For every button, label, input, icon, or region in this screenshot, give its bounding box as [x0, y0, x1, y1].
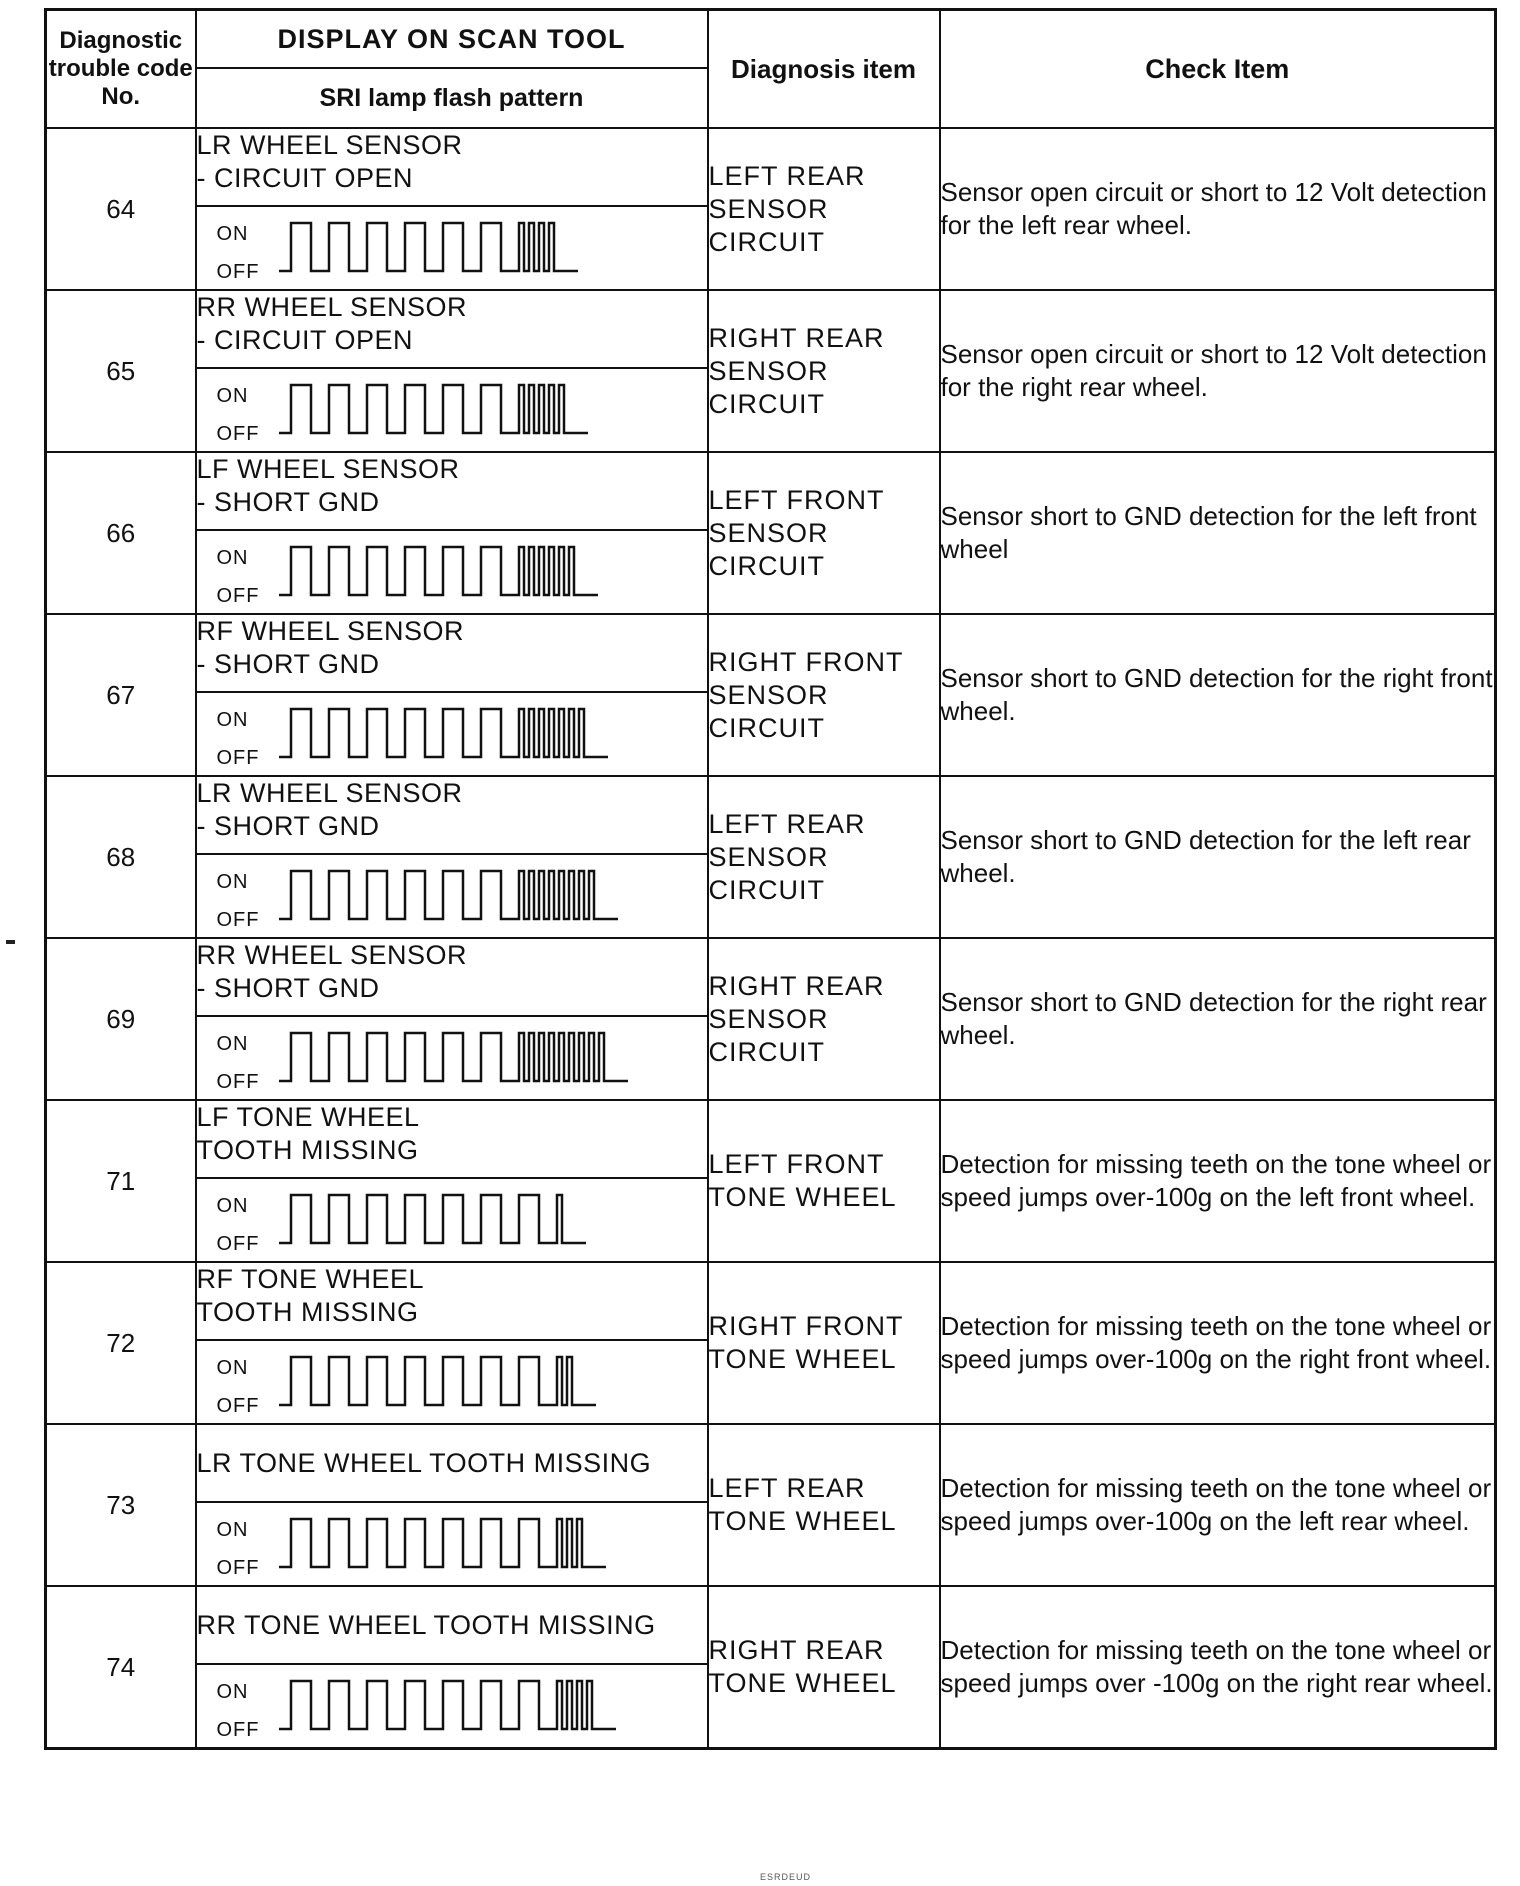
flash-waveform-line [279, 385, 588, 433]
flash-pattern [196, 1664, 708, 1749]
flash-waveform-line [279, 1519, 606, 1567]
dtc-code: 64 [46, 128, 196, 290]
flash-waveform [279, 1027, 699, 1089]
check-item: Detection for missing teeth on the tone wheel or speed jumps over-100g on the right front wheel. [940, 1262, 1496, 1424]
off-label: OFF [216, 1719, 260, 1741]
flash-pattern [196, 1178, 708, 1262]
display-text: LR WHEEL SENSOR - CIRCUIT OPEN [196, 128, 708, 206]
diagnosis-item: RIGHT FRONT SENSOR CIRCUIT [708, 614, 940, 776]
dtc-code: 71 [46, 1100, 196, 1262]
flash-waveform-line [279, 709, 608, 757]
dtc-code: 65 [46, 290, 196, 452]
on-label: ON [216, 1519, 249, 1541]
diagnosis-item: RIGHT REAR TONE WHEEL [708, 1586, 940, 1749]
flash-waveform [279, 703, 699, 765]
off-label: OFF [216, 1071, 260, 1093]
on-label: ON [216, 1357, 249, 1379]
dtc-code: 73 [46, 1424, 196, 1586]
display-text: LR TONE WHEEL TOOTH MISSING [196, 1424, 708, 1502]
flash-waveform-line [279, 1681, 616, 1729]
flash-pattern [196, 1502, 708, 1586]
table-row [46, 776, 1496, 854]
table-row [46, 1100, 1496, 1178]
on-label: ON [216, 709, 249, 731]
off-label: OFF [216, 585, 260, 607]
on-label: ON [216, 547, 249, 569]
display-text: RR WHEEL SENSOR - SHORT GND [196, 938, 708, 1016]
check-item: Sensor open circuit or short to 12 Volt detection for the right rear wheel. [940, 290, 1496, 452]
footer-code: ESRDEUD [760, 1872, 812, 1882]
flash-pattern [196, 206, 708, 290]
flash-pattern [196, 1016, 708, 1100]
diagnosis-item: RIGHT REAR SENSOR CIRCUIT [708, 938, 940, 1100]
off-label: OFF [216, 1233, 260, 1255]
table-row [46, 1262, 1496, 1340]
dtc-code: 67 [46, 614, 196, 776]
table-row [46, 1586, 1496, 1664]
table-body [46, 128, 1496, 1749]
table-row [46, 452, 1496, 530]
flash-waveform-line [279, 547, 598, 595]
off-label: OFF [216, 423, 260, 445]
table-row [46, 128, 1496, 206]
flash-waveform [279, 1513, 699, 1575]
flash-pattern [196, 692, 708, 776]
dtc-code: 68 [46, 776, 196, 938]
off-label: OFF [216, 1395, 260, 1417]
display-text: LR WHEEL SENSOR - SHORT GND [196, 776, 708, 854]
flash-waveform [279, 1675, 699, 1737]
table-row [46, 938, 1496, 1016]
flash-waveform-line [279, 871, 618, 919]
on-label: ON [216, 1033, 249, 1055]
check-item: Sensor short to GND detection for the right rear wheel. [940, 938, 1496, 1100]
header-code: Diagnostic trouble code No. [46, 10, 196, 129]
table-row [46, 614, 1496, 692]
display-text: LF TONE WHEEL TOOTH MISSING [196, 1100, 708, 1178]
off-label: OFF [216, 747, 260, 769]
flash-waveform [279, 865, 699, 927]
off-label: OFF [216, 909, 260, 931]
flash-pattern [196, 1340, 708, 1424]
diagnosis-item: LEFT FRONT SENSOR CIRCUIT [708, 452, 940, 614]
check-item: Detection for missing teeth on the tone wheel or speed jumps over-100g on the left rear wheel. [940, 1424, 1496, 1586]
flash-waveform-line [279, 1033, 628, 1081]
on-label: ON [216, 385, 249, 407]
dtc-code: 74 [46, 1586, 196, 1749]
flash-waveform-line [279, 1357, 596, 1405]
display-text: RR TONE WHEEL TOOTH MISSING [196, 1586, 708, 1664]
flash-waveform-line [279, 223, 578, 271]
diagnosis-item: LEFT REAR SENSOR CIRCUIT [708, 128, 940, 290]
flash-waveform [279, 1351, 699, 1413]
check-item: Detection for missing teeth on the tone wheel or speed jumps over-100g on the left front wheel. [940, 1100, 1496, 1262]
check-item: Sensor open circuit or short to 12 Volt detection for the left rear wheel. [940, 128, 1496, 290]
flash-pattern [196, 854, 708, 938]
flash-pattern [196, 530, 708, 614]
header-check-item: Check Item [940, 10, 1496, 129]
flash-waveform [279, 541, 699, 603]
table-row [46, 1424, 1496, 1502]
check-item: Detection for missing teeth on the tone wheel or speed jumps over -100g on the right rear wheel. [940, 1586, 1496, 1749]
check-item: Sensor short to GND detection for the left front wheel [940, 452, 1496, 614]
flash-waveform [279, 379, 699, 441]
off-label: OFF [216, 261, 260, 283]
off-label: OFF [216, 1557, 260, 1579]
display-text: RR WHEEL SENSOR - CIRCUIT OPEN [196, 290, 708, 368]
diagnosis-item: LEFT REAR TONE WHEEL [708, 1424, 940, 1586]
dtc-code: 69 [46, 938, 196, 1100]
display-text: RF WHEEL SENSOR - SHORT GND [196, 614, 708, 692]
diagnosis-item: RIGHT REAR SENSOR CIRCUIT [708, 290, 940, 452]
check-item: Sensor short to GND detection for the right front wheel. [940, 614, 1496, 776]
on-label: ON [216, 1681, 249, 1703]
table-row [46, 290, 1496, 368]
diagnosis-item: LEFT REAR SENSOR CIRCUIT [708, 776, 940, 938]
dtc-code: 72 [46, 1262, 196, 1424]
on-label: ON [216, 1195, 249, 1217]
on-label: ON [216, 223, 249, 245]
dtc-code: 66 [46, 452, 196, 614]
dtc-table [44, 8, 1497, 1750]
flash-waveform-line [279, 1195, 586, 1243]
on-label: ON [216, 871, 249, 893]
diagnosis-item: LEFT FRONT TONE WHEEL [708, 1100, 940, 1262]
display-text: LF WHEEL SENSOR - SHORT GND [196, 452, 708, 530]
table-header [46, 10, 1496, 129]
flash-waveform [279, 217, 699, 279]
diagnosis-item: RIGHT FRONT TONE WHEEL [708, 1262, 940, 1424]
check-item: Sensor short to GND detection for the left rear wheel. [940, 776, 1496, 938]
header-sri-flash-pattern: SRI lamp flash pattern [196, 68, 708, 128]
flash-pattern [196, 368, 708, 452]
margin-mark [6, 940, 15, 944]
header-display-on-scan-tool: DISPLAY ON SCAN TOOL [196, 10, 708, 69]
flash-waveform [279, 1189, 699, 1251]
display-text: RF TONE WHEEL TOOTH MISSING [196, 1262, 708, 1340]
header-diagnosis-item: Diagnosis item [708, 10, 940, 129]
